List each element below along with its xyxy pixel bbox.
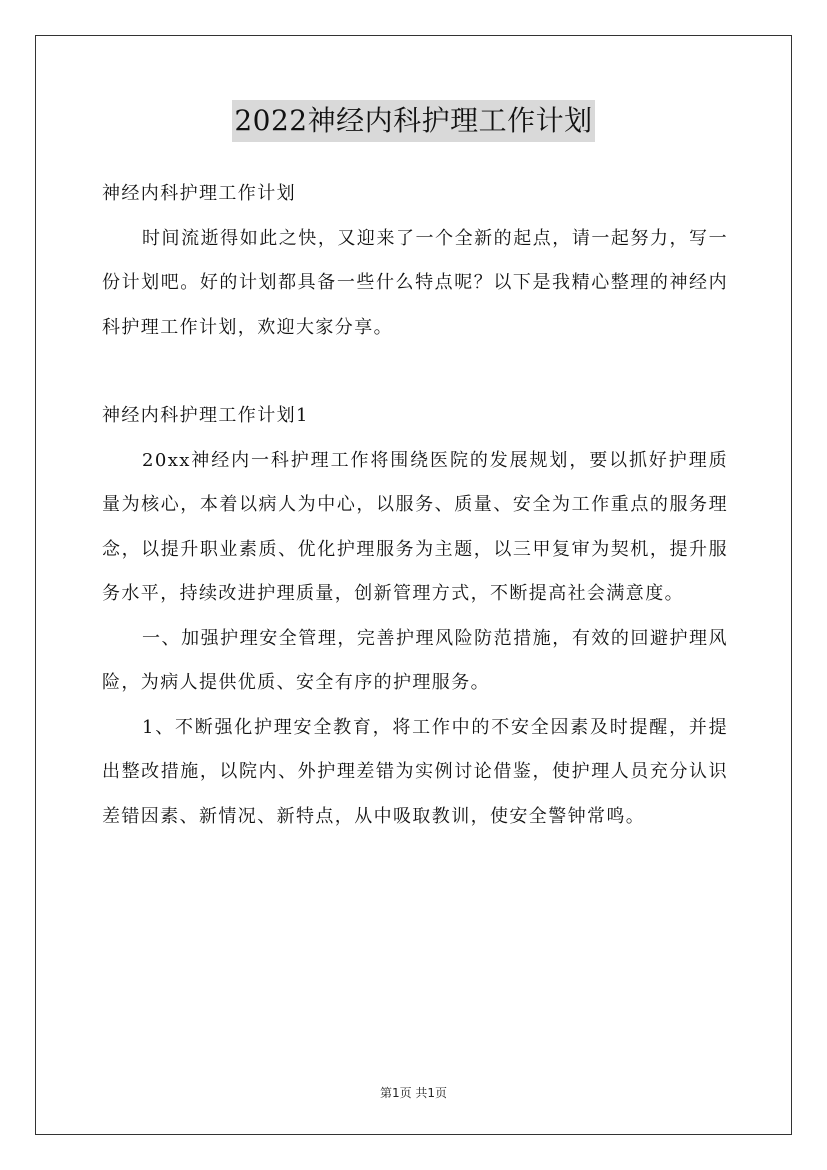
document-body bbox=[102, 172, 728, 839]
intro-paragraph: 时间流逝得如此之快，又迎来了一个全新的起点，请一起努力，写一份计划吧。好的计划都具备一些什么特点呢？以下是我精心整理的神经内科护理工作计划，欢迎大家分享。 bbox=[102, 227, 728, 338]
body-paragraph: 1、不断强化护理安全教育，将工作中的不安全因素及时提醒，并提出整改措施，以院内、外护理差错为实例讨论借鉴，使护理人员充分认识差错因素、新情况、新特点，从中吸取教训，使安全警钟常鸣。 bbox=[102, 716, 728, 827]
document-subtitle: 神经内科护理工作计划 bbox=[102, 183, 296, 204]
page-footer: 第1页 共1页 bbox=[379, 1086, 448, 1100]
document-title-text: 2022神经内科护理工作计划 bbox=[232, 100, 594, 142]
body-paragraph: 一、加强护理安全管理，完善护理风险防范措施，有效的回避护理风险，为病人提供优质、安全有序的护理服务。 bbox=[102, 627, 728, 693]
section-heading: 神经内科护理工作计划1 bbox=[102, 405, 309, 426]
body-paragraph: 20xx神经内一科护理工作将围绕医院的发展规划，要以抓好护理质量为核心，本着以病人为中心，以服务、质量、安全为工作重点的服务理念，以提升职业素质、优化护理服务为主题，以三甲复审为契机，提升服务水平，持续改进护理质量，创新管理方式，不断提高社会满意度。 bbox=[102, 449, 728, 604]
paragraph-gap bbox=[102, 350, 728, 394]
document-title bbox=[0, 100, 827, 142]
